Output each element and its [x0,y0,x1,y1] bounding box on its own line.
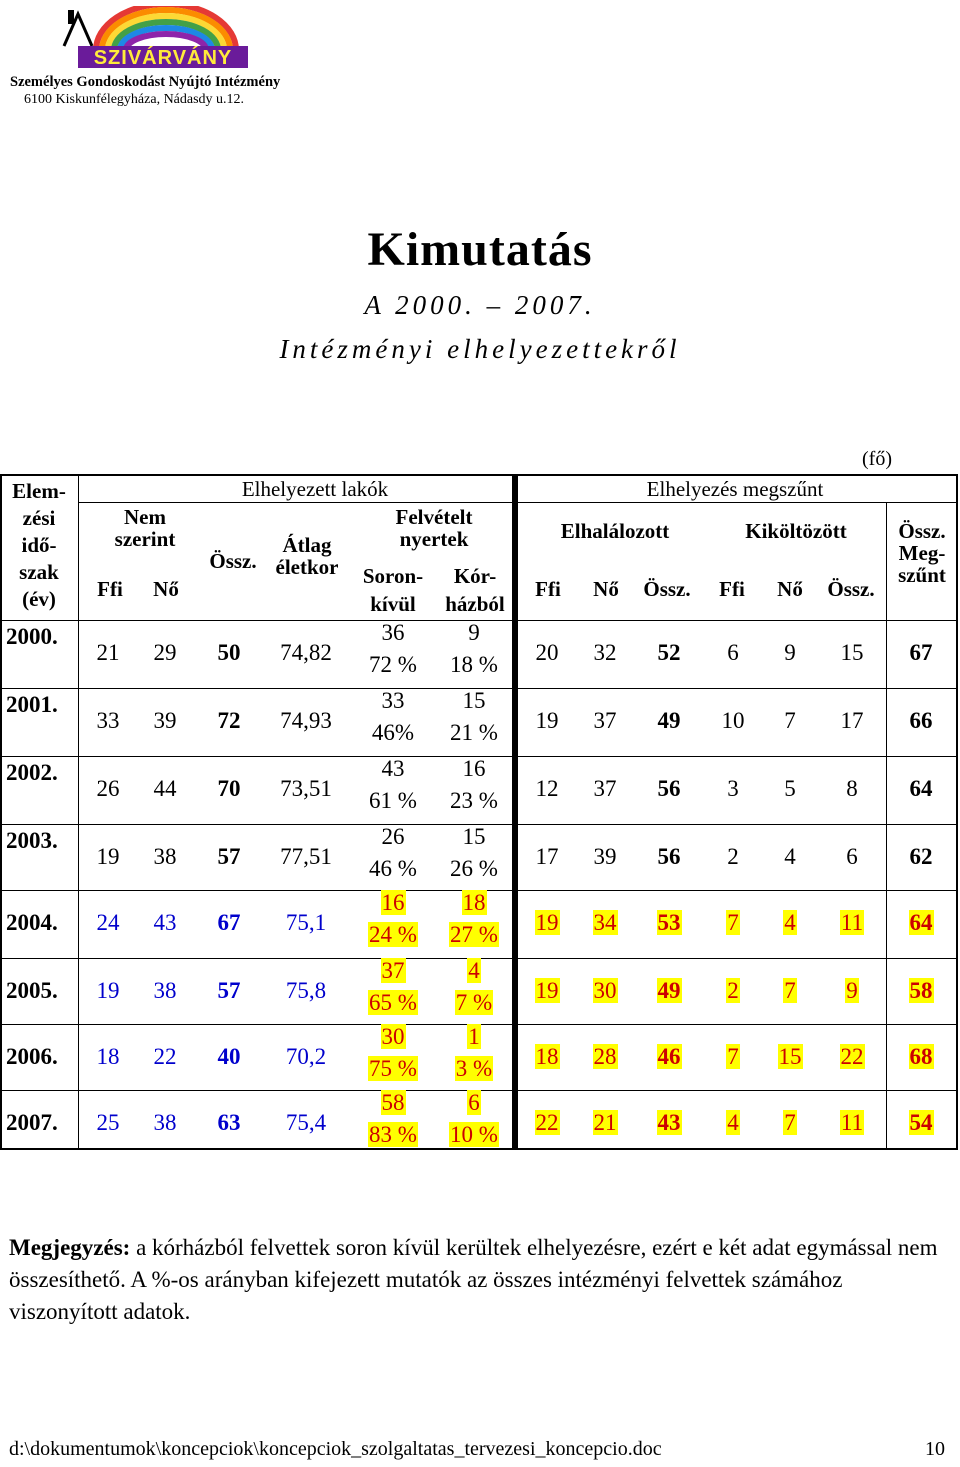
cell-e-no: 37 [593,776,617,801]
cell-ffi: 21 [96,640,120,665]
cell-k-no: 4 [784,910,796,935]
header-male: Ffi [97,577,123,601]
cell-e-no: 39 [593,844,617,869]
cell-atlag: 77,51 [280,844,332,869]
cell-e-no: 30 [593,978,617,1003]
cell-korhaz-pct: 23 % [450,788,498,813]
logo-graphic [56,6,266,70]
cell-k-ffi: 7 [727,910,739,935]
cell-e-ffi: 19 [535,708,559,733]
org-address: 6100 Kiskunfélegyháza, Nádasdy u.12. [24,92,245,107]
cell-no: 38 [153,978,177,1003]
cell-soron: 30 [381,1024,405,1049]
cell-soron: 16 [381,890,405,915]
cell-korhaz-pct: 7 % [455,990,493,1015]
cell-k-ossz: 17 [840,708,864,733]
cell-soron-pct: 46% [371,720,415,745]
header-died-male: Ffi [535,577,561,601]
cell-soron-pct: 46 % [369,856,417,881]
cell-ossz: 50 [217,640,241,665]
page-title: Kimutatás [367,223,593,276]
cell-no: 22 [153,1044,177,1069]
cell-korhaz: 16 [462,756,486,781]
cell-soron: 43 [381,756,405,781]
cell-soron: 26 [381,824,405,849]
cell-e-ossz: 56 [657,776,681,801]
cell-e-ffi: 19 [535,978,559,1003]
cell-ossz: 40 [217,1044,241,1069]
cell-e-ffi: 18 [535,1044,559,1069]
header-avg-age: Átlag életkor [275,533,339,580]
cell-year: 2004. [6,910,58,935]
header-moved: Kiköltözött [745,519,847,543]
cell-k-no: 7 [784,1110,796,1135]
cell-year: 2005. [6,978,58,1003]
cell-year: 2002. [6,760,58,785]
cell-e-ossz: 52 [657,640,681,665]
cell-k-ffi: 2 [727,844,739,869]
cell-e-ossz: 49 [657,978,681,1003]
cell-e-ossz: 46 [657,1044,681,1069]
cell-no: 43 [153,910,177,935]
cell-e-no: 37 [593,708,617,733]
cell-k-ossz: 6 [846,844,858,869]
cell-megszunt: 54 [909,1110,933,1135]
cell-soron: 36 [381,620,405,645]
cell-atlag: 74,93 [280,708,332,733]
subtitle-period: A 2000. – 2007. [364,290,596,320]
cell-k-ffi: 2 [727,978,739,1003]
cell-megszunt: 64 [909,910,933,935]
cell-ffi: 25 [96,1110,120,1135]
cell-e-ffi: 17 [535,844,559,869]
footer-path: d:\dokumentumok\koncepciok\koncepciok_szolgaltatas_tervezesi_koncepcio.doc [9,1438,662,1460]
cell-soron-pct: 75 % [369,1056,417,1081]
org-name: Személyes Gondoskodást Nyújtó Intézmény [10,74,281,90]
cell-megszunt: 68 [909,1044,933,1069]
cell-k-ossz: 22 [840,1044,864,1069]
page-number: 10 [925,1438,945,1460]
cell-atlag: 75,4 [285,1110,327,1135]
cell-megszunt: 66 [909,708,933,733]
cell-k-no: 4 [784,844,796,869]
cell-ffi: 26 [96,776,120,801]
cell-korhaz-pct: 21 % [450,720,498,745]
cell-k-no: 7 [784,978,796,1003]
header-moved-female: Nő [777,577,803,601]
cell-k-no: 5 [784,776,796,801]
header-moved-total: Össz. [827,577,875,601]
cell-korhaz: 6 [468,1090,480,1115]
cell-korhaz: 4 [468,958,480,983]
cell-soron-pct: 65 % [369,990,417,1015]
cell-soron: 33 [381,688,405,713]
cell-ffi: 18 [96,1044,120,1069]
cell-korhaz: 15 [462,824,486,849]
header-priority: Soron- kívül [362,564,424,616]
cell-k-no: 9 [784,640,796,665]
cell-e-ffi: 19 [535,910,559,935]
cell-korhaz: 15 [462,688,486,713]
cell-k-ossz: 11 [840,910,864,935]
cell-ffi: 33 [96,708,120,733]
header-placed: Elhelyezett lakók [241,477,389,501]
cell-atlag: 75,1 [285,910,327,935]
header-female: Nő [153,577,179,601]
cell-ossz: 57 [217,978,241,1003]
chimney-icon [68,10,74,24]
header-admitted: Felvételt nyertek [395,505,473,552]
cell-k-ffi: 4 [727,1110,739,1135]
header-ended-total: Össz. Meg- szűnt [898,519,946,588]
cell-k-ossz: 11 [840,1110,864,1135]
cell-ffi: 24 [96,910,120,935]
cell-megszunt: 64 [909,776,933,801]
cell-megszunt: 62 [909,844,933,869]
cell-korhaz: 9 [468,620,480,645]
cell-korhaz-pct: 26 % [450,856,498,881]
cell-k-ffi: 6 [727,640,739,665]
cell-korhaz: 18 [462,890,486,915]
cell-atlag: 73,51 [280,776,332,801]
header-died: Elhalálozott [560,519,670,543]
cell-e-no: 32 [593,640,617,665]
cell-atlag: 74,82 [280,640,332,665]
cell-no: 39 [153,708,177,733]
cell-korhaz-pct: 18 % [450,652,498,677]
cell-no: 29 [153,640,177,665]
header-gender: Nem szerint [114,505,176,552]
cell-year: 2006. [6,1044,58,1069]
logo [56,6,266,70]
cell-korhaz-pct: 10 % [450,1122,498,1147]
cell-k-ffi: 10 [721,708,745,733]
cell-ossz: 70 [217,776,241,801]
cell-k-ffi: 7 [727,1044,739,1069]
cell-year: 2007. [6,1110,58,1135]
svg-text:SZIVÁRVÁNY: SZIVÁRVÁNY [93,47,233,69]
cell-year: 2000. [6,624,58,649]
header-ended: Elhelyezés megszűnt [646,477,824,501]
cell-k-no: 15 [778,1044,802,1069]
cell-no: 38 [153,844,177,869]
cell-ffi: 19 [96,978,120,1003]
cell-k-ossz: 15 [840,640,864,665]
cell-e-ffi: 12 [535,776,559,801]
cell-korhaz-pct: 3 % [455,1056,493,1081]
cell-k-ossz: 8 [846,776,858,801]
cell-megszunt: 58 [909,978,933,1003]
cell-e-ffi: 22 [535,1110,559,1135]
cell-soron-pct: 72 % [369,652,417,677]
cell-ossz: 63 [217,1110,241,1135]
statistics-table [0,474,958,1150]
header-hospital: Kór- házból [445,564,505,616]
cell-ossz: 72 [217,708,241,733]
cell-no: 38 [153,1110,177,1135]
cell-e-no: 34 [593,910,617,935]
cell-soron-pct: 24 % [369,922,417,947]
cell-e-ffi: 20 [535,640,559,665]
cell-e-ossz: 56 [657,844,681,869]
note-text: a kórházból felvettek soron kívül kerültek elhelyezésre, ezért e két adat egymással nem összesíthető. A %-os arányban kifejezett mutatók az összes intézményi felvettek számához viszonyított adatok. [9,1235,938,1324]
cell-korhaz: 1 [468,1024,480,1049]
cell-k-ossz: 9 [846,978,858,1003]
cell-e-no: 21 [593,1110,617,1135]
cell-year: 2003. [6,828,58,853]
cell-atlag: 75,8 [285,978,327,1003]
header-died-female: Nő [593,577,619,601]
cell-k-ffi: 3 [727,776,739,801]
cell-megszunt: 67 [909,640,933,665]
unit-label: (fő) [862,448,892,470]
cell-soron-pct: 61 % [369,788,417,813]
cell-k-no: 7 [784,708,796,733]
cell-e-ossz: 53 [657,910,681,935]
cell-soron-pct: 83 % [369,1122,417,1147]
cell-e-ossz: 49 [657,708,681,733]
cell-e-ossz: 43 [657,1110,681,1135]
cell-ffi: 19 [96,844,120,869]
cell-year: 2001. [6,692,58,717]
header-died-total: Össz. [643,577,691,601]
cell-soron: 37 [381,958,405,983]
cell-no: 44 [153,776,177,801]
cell-korhaz-pct: 27 % [450,922,498,947]
cell-atlag: 70,2 [285,1044,327,1069]
subtitle-topic: Intézményi elhelyezettekről [279,334,681,364]
header-moved-male: Ffi [719,577,745,601]
note-label: Megjegyzés: [9,1235,131,1260]
cell-ossz: 57 [217,844,241,869]
header-total: Össz. [209,549,257,573]
cell-ossz: 67 [217,910,241,935]
cell-e-no: 28 [593,1044,617,1069]
header-period: Elem- zési idő- szak (év) [12,479,66,611]
cell-soron: 58 [381,1090,405,1115]
note [9,1232,954,1328]
